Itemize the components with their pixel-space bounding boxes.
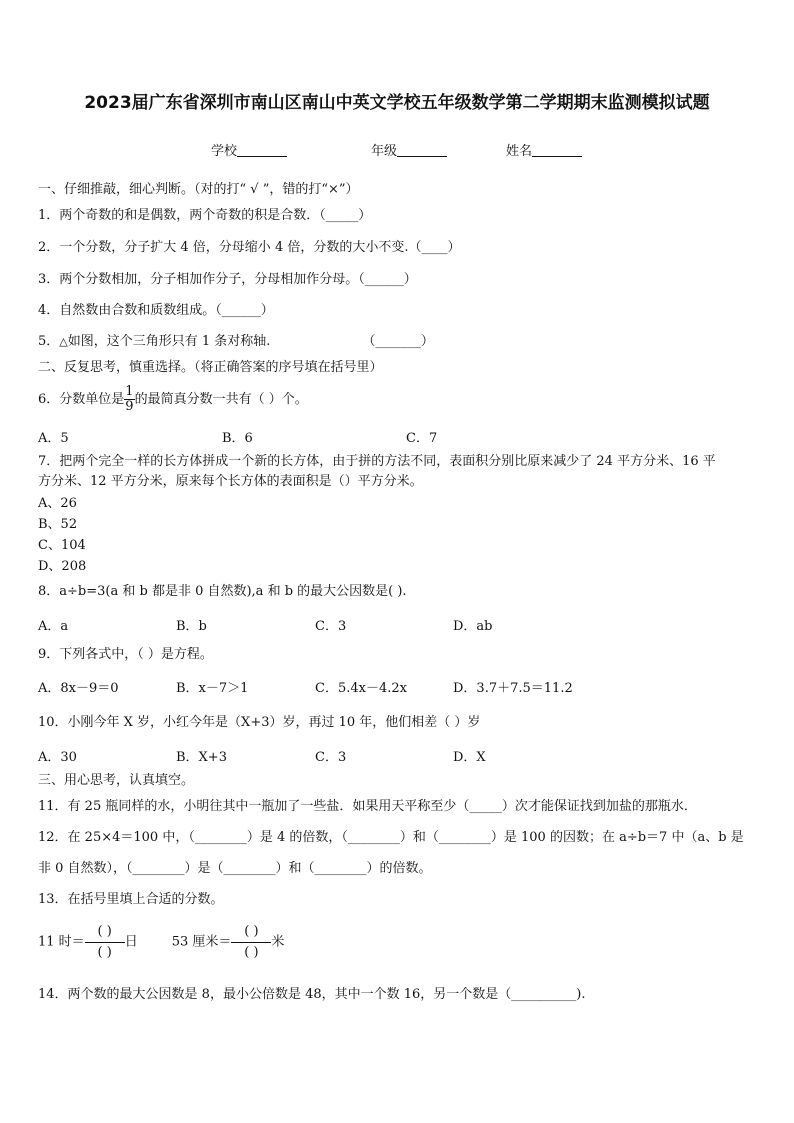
question-2: 2．一个分数，分子扩大 4 倍，分母缩小 4 倍，分数的大小不变.（____） xyxy=(38,240,461,255)
q8-option-b: B．b xyxy=(176,619,207,634)
q13-b-unit: 米 xyxy=(271,934,285,950)
fraction-numerator: 1 xyxy=(125,384,134,399)
q6-option-b: B．6 xyxy=(222,431,253,446)
school-field[interactable] xyxy=(211,140,287,159)
question-13: 13．在括号里填上合适的分数。 xyxy=(38,892,224,907)
q10-option-a: A．30 xyxy=(38,750,77,765)
section-1-heading: 一、仔细推敲，细心判断。（对的打“ √ ”，错的打“×”） xyxy=(38,182,359,197)
q13-a-label: 11 时＝ xyxy=(38,934,85,950)
question-10: 10．小刚今年 X 岁，小红今年是（X+3）岁，再过 10 年，他们相差（ ）岁 xyxy=(38,715,481,730)
grade-label: 年级 xyxy=(371,144,398,159)
school-blank[interactable] xyxy=(237,143,287,157)
q13-b-fraction-blank[interactable] xyxy=(231,922,271,963)
q13-a-unit: 日 xyxy=(124,934,138,950)
question-6 xyxy=(38,385,308,414)
q10-option-c: C．3 xyxy=(315,750,347,765)
question-8: 8．a÷b=3(a 和 b 都是非 0 自然数),a 和 b 的最大公因数是( ). xyxy=(38,584,407,599)
q8-option-a: A．a xyxy=(38,619,69,634)
question-13-items xyxy=(38,922,284,963)
fraction-denominator: 9 xyxy=(125,399,134,414)
question-5-blank: （_______） xyxy=(362,334,434,349)
q9-option-d: D．3.7＋7.5＝11.2 xyxy=(453,681,573,696)
q9-option-b: B．x－7＞1 xyxy=(176,681,249,696)
section-2-heading: 二、反复思考，慎重选择。（将正确答案的序号填在括号里） xyxy=(38,360,383,375)
question-1: 1．两个奇数的和是偶数，两个奇数的积是合数．（_____） xyxy=(38,208,372,223)
question-4: 4．自然数由合数和质数组成。（______） xyxy=(38,303,274,318)
question-5-text: 如图，这个三角形只有 1 条对称轴. xyxy=(67,334,271,349)
name-field[interactable] xyxy=(506,140,582,159)
grade-field[interactable] xyxy=(371,140,447,159)
q10-option-b: B．X+3 xyxy=(176,750,227,765)
question-7-line-2: 方分米、12 平方分米，原来每个长方体的表面积是（）平方分米。 xyxy=(38,474,423,489)
q9-option-c: C．5.4x－4.2x xyxy=(315,681,407,696)
name-blank[interactable] xyxy=(532,143,582,157)
question-6-text-end: 的最简真分数一共有（ ）个。 xyxy=(134,392,308,407)
q7-option-c: C、104 xyxy=(38,538,86,553)
q13-a-numerator-blank[interactable]: ( ) xyxy=(85,922,125,943)
q13-b-denominator-blank[interactable]: ( ) xyxy=(244,945,259,960)
question-5-number: 5． xyxy=(38,334,60,349)
triangle-icon: △ xyxy=(59,335,68,348)
q13-b-label: 53 厘米＝ xyxy=(171,934,232,950)
section-3-heading: 三、用心思考，认真填空。 xyxy=(38,773,195,788)
q8-option-d: D．ab xyxy=(453,619,493,634)
q6-option-c: C．7 xyxy=(406,431,438,446)
q8-option-c: C．3 xyxy=(315,619,347,634)
q6-option-a: A．5 xyxy=(38,431,69,446)
exam-title: 2023届广东省深圳市南山区南山中英文学校五年级数学第二学期期末监测模拟试题 xyxy=(84,93,710,113)
question-9: 9．下列各式中，（ ）是方程。 xyxy=(38,647,213,662)
q13-a-denominator-blank[interactable]: ( ) xyxy=(97,945,112,960)
q10-option-d: D．X xyxy=(453,750,486,765)
q7-option-b: B、52 xyxy=(38,517,78,532)
question-7-line-1: 7．把两个完全一样的长方体拼成一个新的长方体，由于拼的方法不同，表面积分别比原来减少了 24 平方分米、16 平 xyxy=(38,454,716,469)
school-label: 学校 xyxy=(211,144,238,159)
question-12-line-2: 非 0 自然数），（________）是（________）和（________）的倍数。 xyxy=(38,861,432,876)
question-14: 14．两个数的最大公因数是 8，最小公倍数是 48，其中一个数 16，另一个数是（__________). xyxy=(38,987,586,1002)
question-5 xyxy=(38,333,434,351)
name-label: 姓名 xyxy=(506,144,533,159)
q13-a-fraction-blank[interactable] xyxy=(85,922,125,963)
q7-option-a: A、26 xyxy=(38,496,77,511)
q7-option-d: D、208 xyxy=(38,559,87,574)
question-12-line-1: 12．在 25×4＝100 中，（________）是 4 的倍数，（________）和（________）是 100 的因数；在 a÷b＝7 中（a、b 是 xyxy=(38,830,744,845)
q13-b-numerator-blank[interactable]: ( ) xyxy=(231,922,271,943)
question-6-text: 6．分数单位是 xyxy=(38,392,125,407)
q9-option-a: A．8x－9＝0 xyxy=(38,681,119,696)
question-11: 11．有 25 瓶同样的水，小明往其中一瓶加了一些盐．如果用天平称至少（_____）次才能保证找到加盐的那瓶水． xyxy=(38,799,697,814)
fraction-one-ninth xyxy=(124,385,134,414)
grade-blank[interactable] xyxy=(397,143,447,157)
question-3: 3．两个分数相加，分子相加作分子，分母相加作分母。（______） xyxy=(38,272,417,287)
